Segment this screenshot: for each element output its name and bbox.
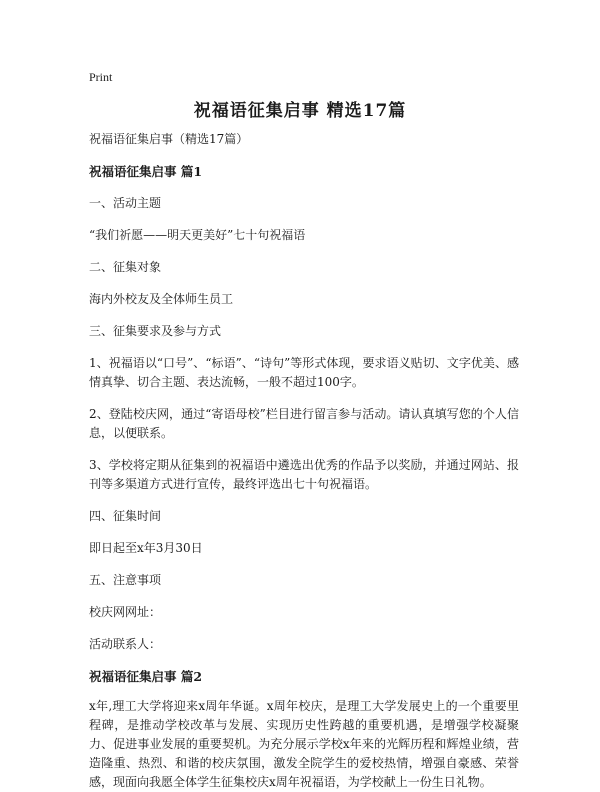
notes-heading: 五、注意事项 bbox=[89, 573, 162, 587]
section-2-heading: 祝福语征集启事 篇2 bbox=[89, 669, 203, 684]
time-heading: 四、征集时间 bbox=[89, 509, 162, 523]
section-2-paragraph: x年,理工大学将迎来x周年华诞。x周年校庆，是理工大学发展史上的一个重要里程碑，是推动学校改革与发展、实现历史性跨越的重要机遇，是增强学校凝聚力、促进事业发展的重要契机。为充分展示学校x年来的光辉历程和辉煌业绩，营造隆重、热烈、和谐的校庆氛围，激发全院学生的爱校热情，增强自豪感、荣誉感，现面向我愿全体学生征集校庆x周年祝福语，为学校献上一份生日礼物。 bbox=[89, 699, 519, 789]
target-heading: 二、征集对象 bbox=[89, 260, 162, 274]
time-text: 即日起至x年3月30日 bbox=[89, 541, 203, 555]
website-text: 校庆网网址： bbox=[89, 605, 162, 619]
requirement-1: 1、祝福语以“口号”、“标语”、“诗句”等形式体现，要求语义贴切、文字优美、感情真挚、切合主题、表达流畅，一般不超过100字。 bbox=[89, 356, 519, 389]
requirements-heading: 三、征集要求及参与方式 bbox=[89, 324, 222, 338]
target-text: 海内外校友及全体师生员工 bbox=[89, 292, 234, 306]
activity-theme-heading: 一、活动主题 bbox=[89, 196, 162, 210]
contact-text: 活动联系人： bbox=[89, 637, 162, 651]
document-title: 祝福语征集启事 精选17篇 bbox=[193, 101, 407, 121]
requirement-2: 2、登陆校庆网，通过“寄语母校”栏目进行留言参与活动。请认真填写您的个人信息，以便联系。 bbox=[89, 407, 519, 440]
requirement-3: 3、学校将定期从征集到的祝福语中遴选出优秀的作品予以奖励，并通过网站、报刊等多渠道方式进行宣传，最终评选出七十句祝福语。 bbox=[89, 458, 519, 491]
activity-theme-text: “我们祈愿——明天更美好”七十句祝福语 bbox=[89, 228, 306, 242]
document-body bbox=[89, 130, 519, 792]
section-1-heading: 祝福语征集启事 篇1 bbox=[89, 164, 203, 179]
print-link[interactable]: Print bbox=[89, 70, 113, 84]
document-subtitle: 祝福语征集启事（精选17篇） bbox=[89, 132, 249, 146]
